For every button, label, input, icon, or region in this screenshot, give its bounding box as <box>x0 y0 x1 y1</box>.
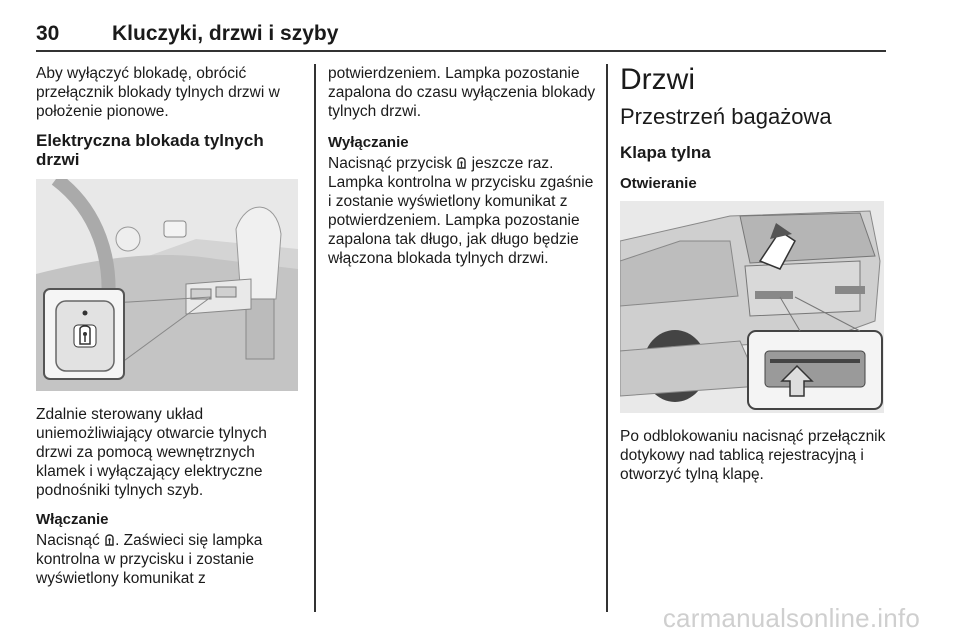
column-divider-1 <box>314 64 316 612</box>
on-text-end: . Zaświeci się lampka kontrolna w przycisku i zostanie wyświetlony komunikat z <box>36 532 263 587</box>
column-2 <box>328 64 598 278</box>
header-rule <box>36 50 886 52</box>
page-number: 30 <box>36 22 60 45</box>
off-paragraph <box>328 154 598 268</box>
child-lock-button-illustration <box>36 179 298 391</box>
section-title-child-lock: Elektryczna blokada tylnych drzwi <box>36 131 264 169</box>
off-heading: Wyłączanie <box>328 134 409 151</box>
heading-tailgate: Klapa tylna <box>620 143 711 162</box>
column-3 <box>620 64 890 494</box>
heading-doors: Drzwi <box>620 63 695 96</box>
tailgate-illustration <box>620 201 884 413</box>
child-lock-description: Zdalnie sterowany układ uniemożliwiający otwarcie tylnych drzwi za pomocą wewnętrznych klamek i wyłączający elektryczne podnośniki tylnych szyb. <box>36 406 267 499</box>
watermark: carmanualsonline.info <box>662 603 920 633</box>
column-1 <box>36 64 304 598</box>
on-text-start: Nacisnąć <box>36 532 100 549</box>
child-lock-icon <box>457 156 466 169</box>
tailgate-caption: Po odblokowaniu nacisnąć przełącznik dotykowy nad tablicą rejestracyjną i otworzyć tylną klapę. <box>620 428 886 483</box>
on-heading: Włączanie <box>36 511 109 528</box>
page-header <box>36 22 886 52</box>
off-text-start: Nacisnąć przycisk <box>328 155 453 172</box>
heading-opening: Otwieranie <box>620 175 697 192</box>
on-paragraph <box>36 531 304 588</box>
child-lock-icon <box>105 533 114 546</box>
off-text-end: jeszcze raz. Lampka kontrolna w przycisku zgaśnie i zostanie wyświetlony komunikat z potwierdzeniem. Lampka pozostanie zapalona tak długo, jak długo będzie włączona blokada tylnych drzwi. <box>328 155 594 267</box>
continuation-paragraph: potwierdzeniem. Lampka pozostanie zapalona do czasu wyłączenia blokady tylnych drzwi. <box>328 65 596 120</box>
chapter-title: Kluczyki, drzwi i szyby <box>112 22 339 45</box>
heading-luggage-space: Przestrzeń bagażowa <box>620 104 832 129</box>
intro-paragraph: Aby wyłączyć blokadę, obrócić przełącznik blokady tylnych drzwi w położenie pionowe. <box>36 65 280 120</box>
column-divider-2 <box>606 64 608 612</box>
